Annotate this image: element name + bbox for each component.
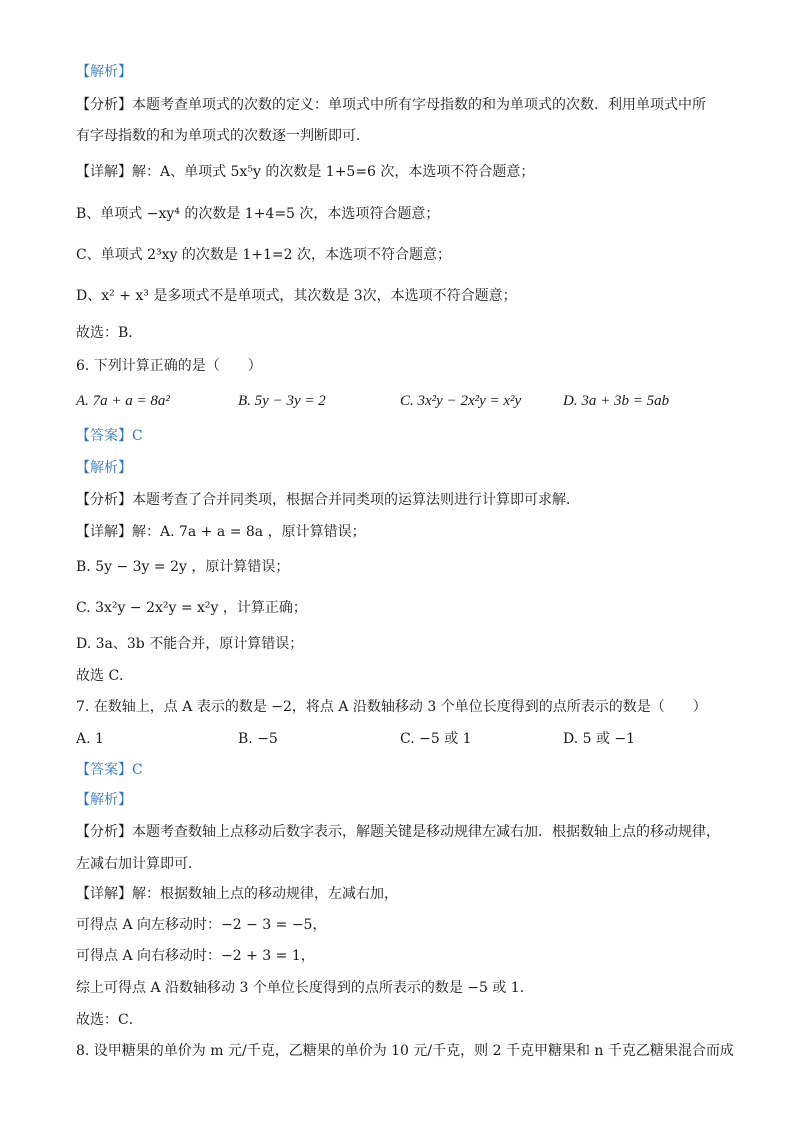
detail-q6-c: C. 3x²y − 2x²y = x²y ，计算正确； — [76, 600, 307, 616]
analysis-heading-q7: 【解析】 — [76, 792, 132, 808]
q6-option-c: C. 3x²y − 2x²y = x²y — [400, 393, 522, 409]
detail-q7-right: 可得点 A 向右移动时：−2 + 3 = 1， — [76, 948, 315, 964]
q6-option-d: D. 3a + 3b = 5ab — [563, 393, 670, 409]
analysis-text-q7-line1: 【分析】本题考查数轴上点移动后数字表示，解题关键是移动规律左减右加．根据数轴上点的移动规律， — [76, 824, 720, 840]
analysis-heading-q5: 【解析】 — [76, 64, 132, 80]
detail-q6-d: D. 3a、3b 不能合并，原计算错误； — [76, 636, 304, 652]
detail-q5-a: 【详解】解：A、单项式 5x⁵y 的次数是 1+5=6 次，本选项不符合题意； — [76, 164, 535, 180]
q6-option-a: A. 7a + a = 8a² — [76, 393, 170, 409]
analysis-text-q7-line2: 左减右加计算即可． — [76, 856, 202, 872]
analysis-text-q5-line1: 【分析】本题考查单项式的次数的定义：单项式中所有字母指数的和为单项式的次数．利用单项式中所 — [76, 97, 706, 113]
q6-option-b: B. 5y − 3y = 2 — [238, 393, 326, 409]
analysis-heading-q6: 【解析】 — [76, 460, 132, 476]
detail-q7-left: 可得点 A 向左移动时：−2 − 3 = −5， — [76, 917, 327, 933]
q7-option-a: A. 1 — [76, 731, 104, 747]
answer-q7: 【答案】C — [76, 762, 143, 778]
detail-q5-b: B、单项式 −xy⁴ 的次数是 1+4=5 次，本选项符合题意； — [76, 206, 440, 222]
detail-q6-a: 【详解】解：A. 7a + a = 8a ，原计算错误； — [76, 524, 366, 540]
conclusion-q7: 故选：C． — [76, 1012, 143, 1028]
detail-q5-c: C、单项式 2³xy 的次数是 1+1=2 次，本选项不符合题意； — [76, 247, 452, 263]
conclusion-q5: 故选：B． — [76, 325, 143, 341]
detail-q7-summary: 综上可得点 A 沿数轴移动 3 个单位长度得到的点所表示的数是 −5 或 1． — [76, 980, 534, 996]
analysis-text-q5-line2: 有字母指数的和为单项式的次数逐一判断即可． — [76, 128, 370, 144]
conclusion-q6: 故选 C． — [76, 668, 134, 684]
q7-option-b: B. −5 — [238, 731, 278, 747]
answer-q6: 【答案】C — [76, 428, 143, 444]
question-8: 8. 设甲糖果的单价为 m 元/千克，乙糖果的单价为 10 元/千克，则 2 千克甲糖果和 n 千克乙糖果混合而成 — [76, 1043, 734, 1059]
q7-option-c: C. −5 或 1 — [400, 731, 472, 747]
detail-q6-b: B. 5y − 3y = 2y ，原计算错误； — [76, 559, 290, 575]
question-7: 7. 在数轴上，点 A 表示的数是 −2，将点 A 沿数轴移动 3 个单位长度得到的点所表示的数是（ ） — [76, 699, 707, 715]
detail-q7-intro: 【详解】解：根据数轴上点的移动规律，左减右加， — [76, 886, 398, 902]
detail-q5-d: D、x² + x³ 是多项式不是单项式，其次数是 3次，本选项不符合题意； — [76, 288, 517, 304]
q7-option-d: D. 5 或 −1 — [563, 731, 636, 747]
question-6: 6. 下列计算正确的是（ ） — [76, 358, 262, 374]
analysis-text-q6: 【分析】本题考查了合并同类项，根据合并同类项的运算法则进行计算即可求解． — [76, 492, 580, 508]
